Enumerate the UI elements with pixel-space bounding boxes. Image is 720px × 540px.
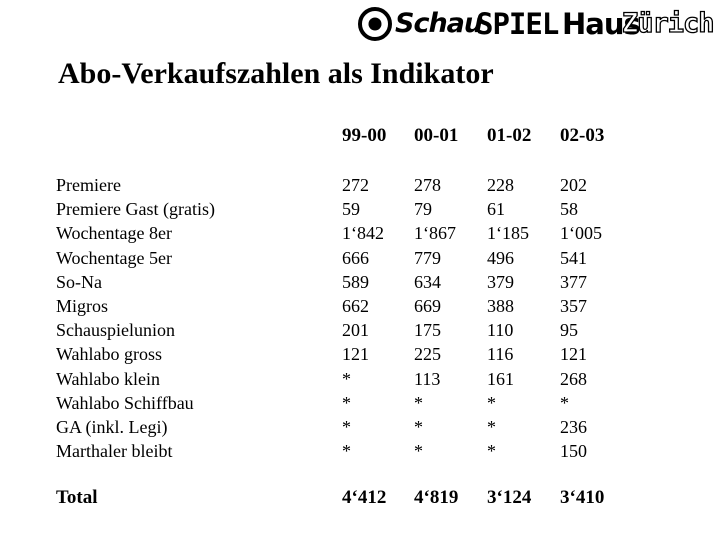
- page-title: Abo-Verkaufszahlen als Indikator: [58, 57, 494, 90]
- table-cell: *: [342, 392, 351, 413]
- season-values-column: [560, 173, 602, 463]
- table-cell: 121: [560, 344, 587, 365]
- table-cell: 1‘185: [487, 223, 529, 244]
- table-cell: 116: [487, 344, 514, 365]
- season-values-column: [414, 173, 456, 463]
- table-cell: 662: [342, 295, 369, 316]
- table-cell: 161: [487, 368, 514, 389]
- logo-text-spiel: SPIEL: [476, 7, 559, 41]
- table-cell: 95: [560, 320, 578, 341]
- table-cell: *: [414, 441, 423, 462]
- table-cell: 1‘842: [342, 223, 384, 244]
- table-cell: 61: [487, 199, 505, 220]
- table-cell: 268: [560, 368, 587, 389]
- season-header: 00-01: [414, 125, 459, 146]
- table-cell: 1‘005: [560, 223, 602, 244]
- table-cell: 272: [342, 175, 369, 195]
- row-label: GA (inkl. Legi): [56, 416, 168, 437]
- table-cell: 496: [487, 247, 514, 268]
- table-cell: 79: [414, 199, 432, 220]
- total-value: 4‘819: [414, 487, 459, 508]
- table-cell: 236: [560, 416, 587, 437]
- table-cell: 58: [560, 199, 578, 220]
- table-cell: 377: [560, 271, 587, 292]
- target-logo-icon: [358, 7, 392, 41]
- table-cell: 150: [560, 441, 587, 462]
- season-values-column: [342, 173, 384, 463]
- table-cell: *: [342, 416, 351, 437]
- table-cell: 1‘867: [414, 223, 456, 244]
- row-labels-column: [56, 173, 215, 463]
- row-label: Wochentage 8er: [56, 223, 172, 244]
- table-cell: 121: [342, 344, 369, 365]
- logo-text-zurich: Zürich: [622, 8, 714, 39]
- table-cell: 379: [487, 271, 514, 292]
- row-label: Premiere: [56, 175, 121, 195]
- season-header: 99-00: [342, 125, 387, 146]
- row-label: So-Na: [56, 271, 102, 292]
- total-value: 3‘410: [560, 487, 605, 508]
- row-label: Wahlabo gross: [56, 344, 163, 365]
- table-cell: *: [342, 441, 351, 462]
- row-label: Premiere Gast (gratis): [56, 199, 215, 220]
- row-label: Wahlabo klein: [56, 368, 161, 389]
- table-cell: *: [560, 392, 569, 413]
- table-cell: *: [487, 416, 496, 437]
- table-cell: 669: [414, 295, 441, 316]
- row-label: Wahlabo Schiffbau: [56, 392, 194, 413]
- table-cell: 634: [414, 271, 441, 292]
- logo-text-schau: Schau: [395, 8, 483, 39]
- table-cell: 357: [560, 295, 587, 316]
- table-cell: 779: [414, 247, 441, 268]
- total-value: 3‘124: [487, 487, 532, 508]
- table-cell: *: [414, 392, 423, 413]
- row-label: Marthaler bleibt: [56, 441, 173, 462]
- table-cell: *: [487, 392, 496, 413]
- logo-text-haus: Haus: [562, 7, 640, 41]
- table-cell: 228: [487, 175, 514, 195]
- table-cell: 59: [342, 199, 360, 220]
- table-cell: 225: [414, 344, 441, 365]
- row-label: Wochentage 5er: [56, 247, 172, 268]
- table-cell: 278: [414, 175, 441, 195]
- table-cell: *: [487, 441, 496, 462]
- total-value: 4‘412: [342, 487, 387, 508]
- row-label: Migros: [56, 295, 109, 316]
- season-values-column: [487, 173, 529, 463]
- table-cell: *: [342, 368, 351, 389]
- schauspielhaus-logo: [358, 5, 714, 45]
- table-cell: 541: [560, 247, 587, 268]
- table-cell: 175: [414, 320, 441, 341]
- table-cell: 113: [414, 368, 441, 389]
- table-cell: 202: [560, 175, 587, 195]
- table-cell: 589: [342, 271, 369, 292]
- season-header: 02-03: [560, 125, 605, 146]
- table-cell: *: [414, 416, 423, 437]
- table-cell: 666: [342, 247, 369, 268]
- table-cell: 201: [342, 320, 369, 341]
- table-cell: 388: [487, 295, 514, 316]
- season-header: 01-02: [487, 125, 532, 146]
- table-cell: 110: [487, 320, 514, 341]
- row-label: Schauspielunion: [56, 320, 175, 341]
- total-label: Total: [56, 487, 98, 508]
